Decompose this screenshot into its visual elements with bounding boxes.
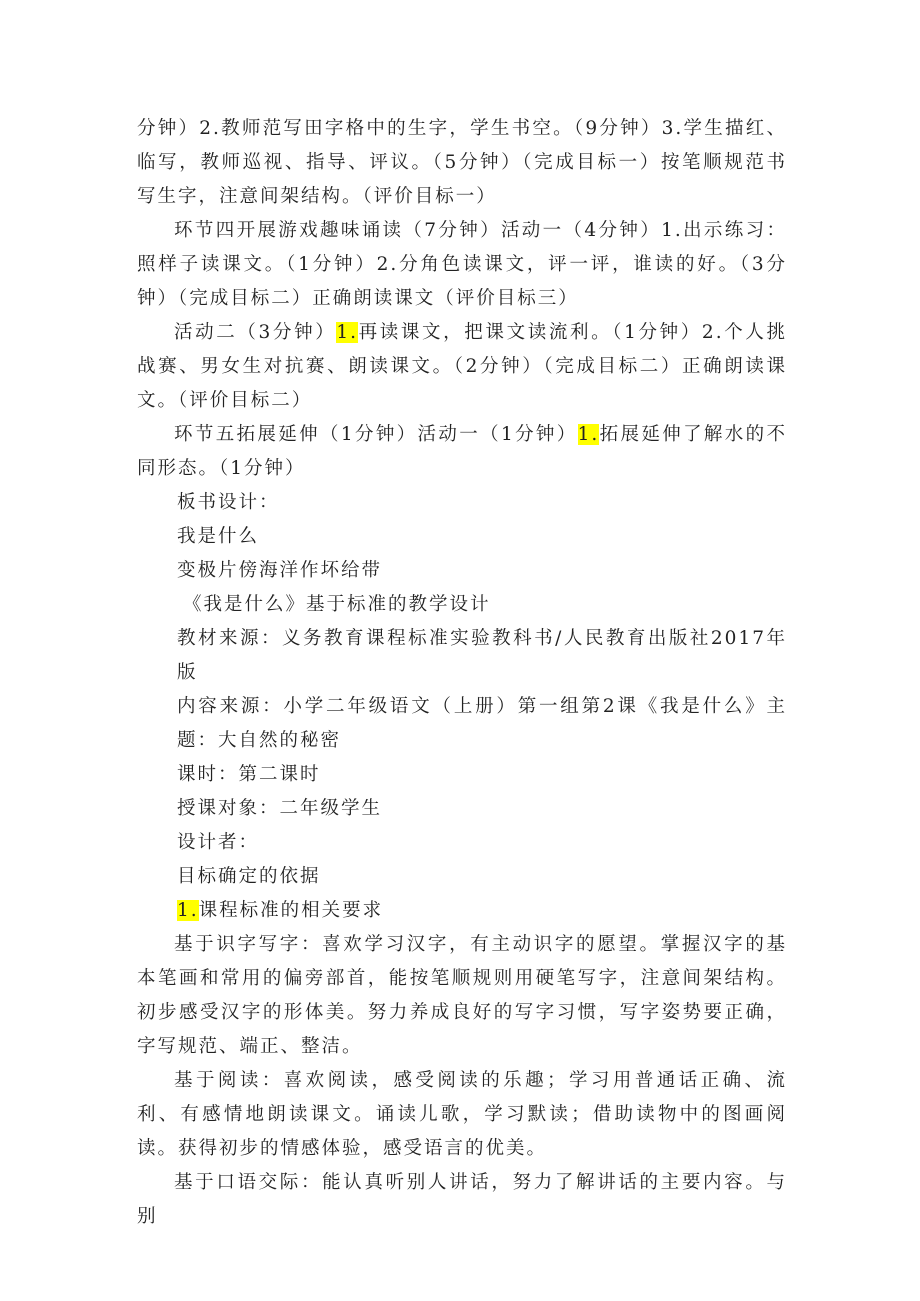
highlighted-number: 1. (336, 322, 358, 343)
content-source: 内容来源：小学二年级语文（上册）第一组第2课《我是什么》主题：大自然的秘密 (177, 696, 787, 751)
board-characters: 变极片傍海洋作坏给带 (177, 560, 383, 581)
lesson-period: 课时：第二课时 (177, 764, 321, 785)
stage-five-text: 拓展延伸了解水的不同形态。（1分钟） (137, 424, 787, 479)
target-students: 授课对象：二年级学生 (177, 798, 383, 819)
paragraph-stage-five (137, 418, 787, 486)
design-title: 《我是什么》基于标准的教学设计 (183, 594, 491, 615)
board-title: 我是什么 (177, 526, 260, 547)
designer: 设计者： (177, 832, 260, 853)
board-design-label: 板书设计： (177, 492, 280, 513)
paragraph-writing-practice: 分钟）2.教师范写田字格中的生字，学生书空。（9分钟）3.学生描红、临写，教师巡视、指导、评议。（5分钟）（完成目标一）按笔顺规范书写生字，注意间架结构。（评价目标一） (137, 118, 787, 207)
paragraph-oral-communication: 基于口语交际：能认真听别人讲话，努力了解讲话的主要内容。与别 (137, 1172, 787, 1227)
activity-two-prefix: 活动二（3分钟） (174, 322, 337, 343)
paragraph-activity-two (137, 316, 787, 418)
section-heading-basis: 目标确定的依据 (177, 866, 321, 887)
textbook-source: 教材来源：义务教育课程标准实验教科书/人民教育出版社2017年版 (177, 628, 787, 683)
subheading-curriculum-standards (137, 894, 787, 928)
paragraph-reading: 基于阅读：喜欢阅读，感受阅读的乐趣；学习用普通话正确、流利、有感情地朗读课文。诵读儿歌，学习默读；借助读物中的图画阅读。获得初步的情感体验，感受语言的优美。 (137, 1070, 787, 1159)
highlighted-number: 1. (177, 900, 199, 921)
activity-two-text: 再读课文，把课文读流利。（1分钟）2.个人挑战赛、男女生对抗赛、朗读课文。（2分钟）（完成目标二）正确朗读课文。（评价目标二） (137, 322, 787, 411)
paragraph-literacy: 基于识字写字：喜欢学习汉字，有主动识字的愿望。掌握汉字的基本笔画和常用的偏旁部首，能按笔顺规则用硬笔写字，注意间架结构。初步感受汉字的形体美。努力养成良好的写字习惯，写字姿势要正确，字写规范、端正、整洁。 (137, 934, 787, 1057)
paragraph-stage-four: 环节四开展游戏趣味诵读（7分钟）活动一（4分钟）1.出示练习：照样子读课文。（1分钟）2.分角色读课文，评一评，谁读的好。（3分钟）（完成目标二）正确朗读课文（评价目标三） (137, 220, 787, 309)
subheading-text: 课程标准的相关要求 (198, 900, 384, 921)
highlighted-number: 1. (577, 424, 600, 445)
stage-five-prefix: 环节五拓展延伸（1分钟）活动一（1分钟） (174, 424, 578, 445)
document-page (137, 112, 787, 1234)
